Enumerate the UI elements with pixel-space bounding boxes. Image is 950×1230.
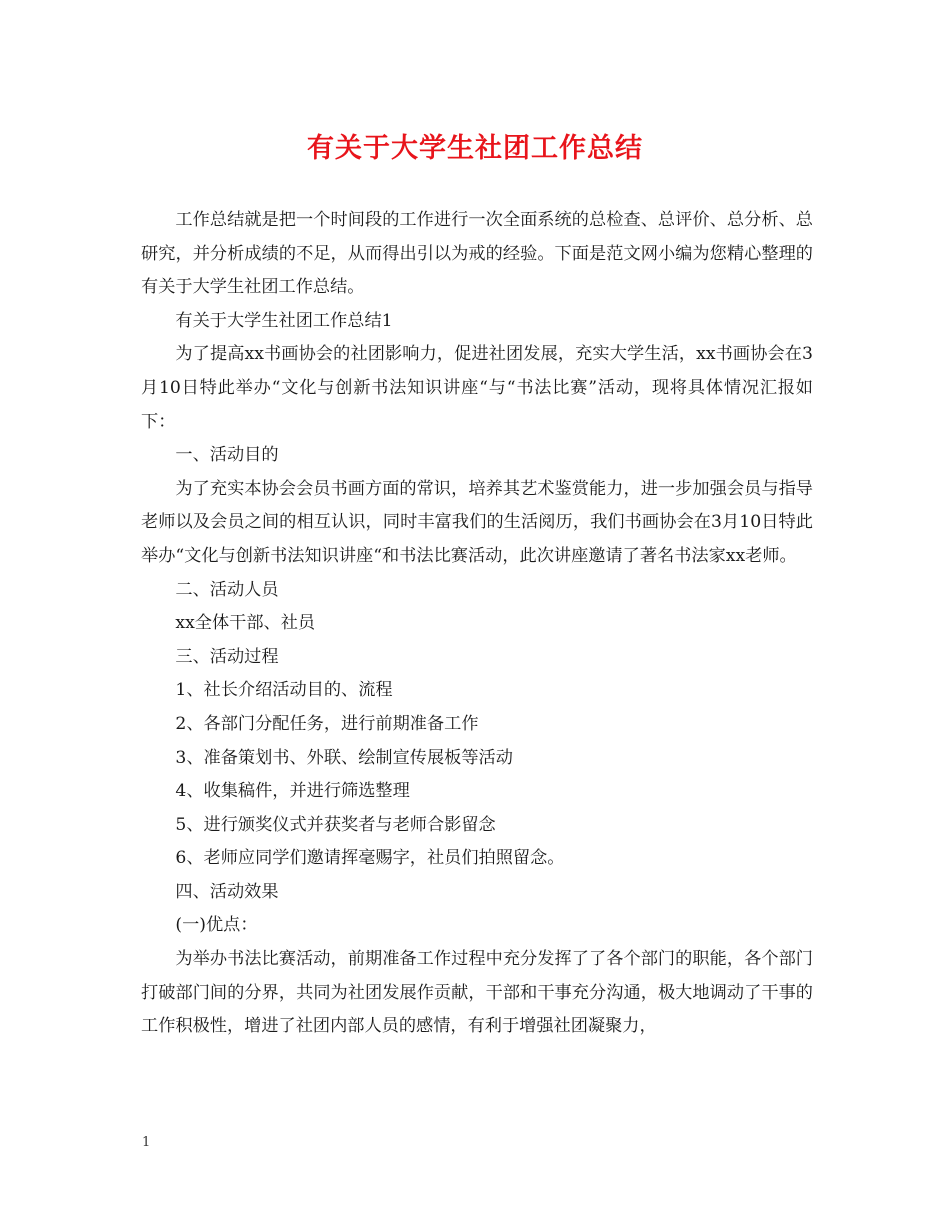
list-item-process-1: 1、社长介绍活动目的、流程: [175, 680, 393, 701]
document-body: [141, 204, 813, 1044]
paragraph-intro: 工作总结就是把一个时间段的工作进行一次全面系统的总检查、总评价、总分析、总研究，并分析成绩的不足，从而得出引以为戒的经验。下面是范文网小编为您精心整理的有关于大学生社团工作总结。: [141, 210, 813, 298]
paragraph-advantages: 为举办书法比赛活动，前期准备工作过程中充分发挥了了各个部门的职能，各个部门打破部门间的分界，共同为社团发展作贡献，干部和干事充分沟通，极大地调动了干事的工作积极性，增进了社团内部人员的感情，有利于增强社团凝聚力，: [141, 949, 813, 1037]
section-heading-participants: 二、活动人员: [175, 579, 279, 600]
paragraph-purpose: 为了充实本协会会员书画方面的常识，培养其艺术鉴赏能力，进一步加强会员与指导老师以及会员之间的相互认识，同时丰富我们的生活阅历，我们书画协会在3月10日特此举办“文化与创新书法知识讲座“和书法比赛活动，此次讲座邀请了著名书法家xx老师。: [141, 478, 813, 566]
section-heading-effect: 四、活动效果: [175, 881, 279, 902]
list-item-process-3: 3、准备策划书、外联、绘制宣传展板等活动: [175, 747, 513, 768]
subheading-advantages: (一)优点：: [175, 915, 258, 936]
page-number: 1: [142, 1135, 151, 1150]
section-heading-summary-1: 有关于大学生社团工作总结1: [175, 310, 393, 331]
paragraph-participants: xx全体干部、社员: [175, 613, 316, 634]
list-item-process-2: 2、各部门分配任务，进行前期准备工作: [175, 713, 479, 734]
list-item-process-6: 6、老师应同学们邀请挥毫赐字，社员们拍照留念。: [175, 848, 565, 869]
section-heading-purpose: 一、活动目的: [175, 445, 279, 466]
list-item-process-4: 4、收集稿件，并进行筛选整理: [175, 781, 410, 802]
paragraph-background: 为了提高xx书画协会的社团影响力，促进社团发展，充实大学生活，xx书画协会在3月10日特此举办“文化与创新书法知识讲座“与“书法比赛”活动，现将具体情况汇报如下：: [141, 344, 813, 432]
document-title: 有关于大学生社团工作总结: [307, 133, 643, 164]
list-item-process-5: 5、进行颁奖仪式并获奖者与老师合影留念: [175, 814, 496, 835]
section-heading-process: 三、活动过程: [175, 646, 279, 667]
